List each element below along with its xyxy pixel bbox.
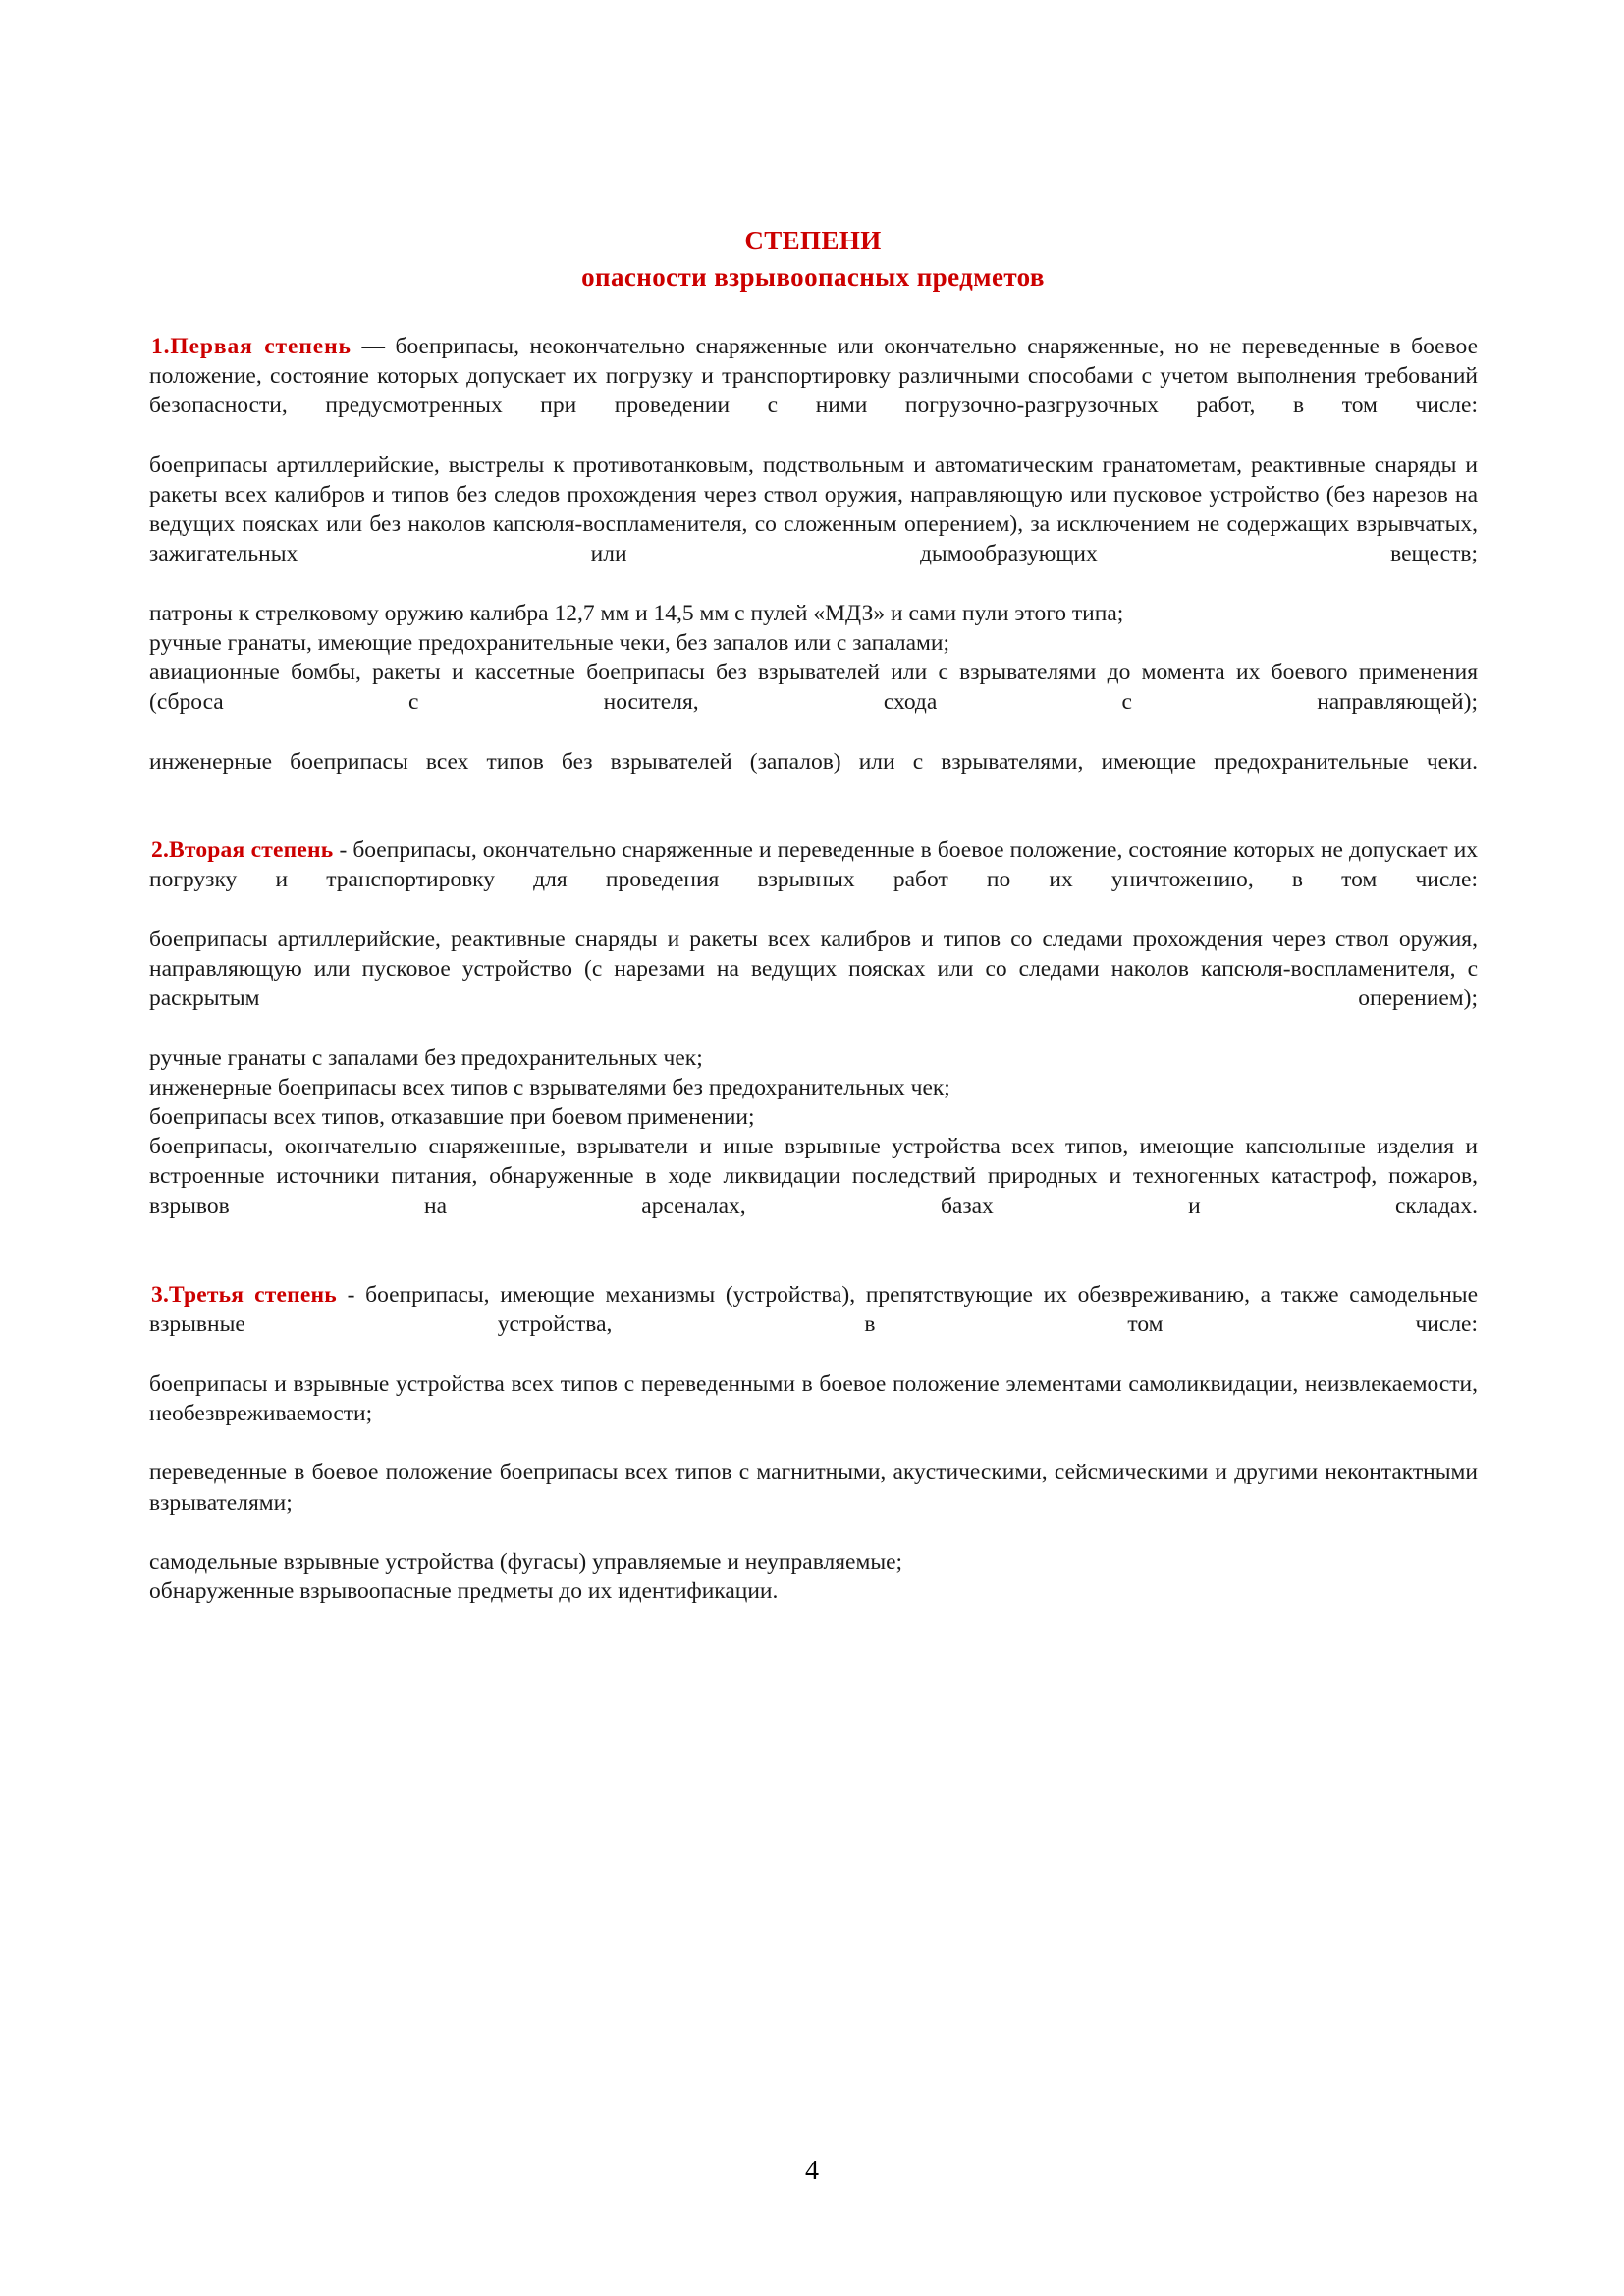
section-3-item-4: обнаруженные взрывоопасные предметы до их идентификации. xyxy=(149,1578,779,1605)
section-1-item-4: авиационные бомбы, ракеты и кассетные боеприпасы без взрывателей или с взрывателями до момента их боевого применения (сброса с носителя, схода с направляющей); xyxy=(149,660,1478,716)
page-title-line-2: опасности взрывоопасных предметов xyxy=(581,261,1045,292)
page-number: 4 xyxy=(805,2156,819,2186)
section-3-item-1: боеприпасы и взрывные устройства всех типов с переведенными в боевое положение элементами самоликвидации, неизвлекаемости, необезвреживаемости; xyxy=(149,1370,1478,1426)
section-second-degree xyxy=(149,835,1478,1251)
section-3-label: 3.Третья степень xyxy=(151,1282,337,1308)
section-2-lead-paragraph xyxy=(149,835,1478,925)
section-2-lead-text: боеприпасы, окончательно снаряженные и переведенные в боевое положение, состояние которых не допускает их погрузку и транспортировку для проведения взрывных работ по их уничтожению, в том числе: xyxy=(149,837,1479,893)
section-3-item-3: самодельные взрывные устройства (фугасы) управляемые и неуправляемые; xyxy=(149,1548,903,1575)
section-1-item-3: ручные гранаты, имеющие предохранительные чеки, без запалов или с запалами; xyxy=(149,630,949,657)
page-title-line-1: СТЕПЕНИ xyxy=(744,226,882,255)
section-first-degree xyxy=(149,332,1478,806)
section-1-separator: — xyxy=(351,334,396,359)
section-2-item-4: боеприпасы всех типов, отказавшие при боевом применении; xyxy=(149,1104,755,1131)
section-1-lead-text: боеприпасы, неокончательно снаряженные или окончательно снаряженные, но не переведенные в боевое положение, состояние которых допускает их погрузку и транспортировку различными способами с учетом выполнения требований безопасности, предусмотренных при проведении с ними погрузочно-разгрузочных работ, в том числе: xyxy=(149,334,1478,419)
section-2-item-3: инженерные боеприпасы всех типов с взрывателями без предохранительных чек; xyxy=(149,1074,950,1100)
section-2-separator: - xyxy=(333,837,353,864)
section-1-item-1: боеприпасы артиллерийские, выстрелы к противотанковым, подствольным и автоматическим гранатометам, реактивные снаряды и ракеты всех калибров и типов без следов прохождения через ствол оружия, направляющую или пусковое устройство (без нарезов на ведущих поясках или без наколов капсюля-воспламенителя, со сложенным оперением), за исключением не содержащих взрывчатых, зажигательных или дымообразующих веществ; xyxy=(149,452,1478,567)
section-2-label: 2.Вторая степень xyxy=(151,837,334,864)
section-1-lead-paragraph xyxy=(149,332,1478,451)
section-2-item-2: ручные гранаты с запалами без предохранительных чек; xyxy=(149,1044,703,1071)
section-3-item-2: переведенные в боевое положение боеприпасы всех типов с магнитными, акустическими, сейсмическими и другими неконтактными взрывателями; xyxy=(149,1460,1478,1516)
section-2-item-1: боеприпасы артиллерийские, реактивные снаряды и ракеты всех калибров и типов со следами прохождения через ствол оружия, направляющую или пусковое устройство (с нарезами на ведущих поясках или со следами наколов капсюля-воспламенителя, с раскрытым оперением); xyxy=(149,926,1478,1012)
section-3-lead-paragraph xyxy=(149,1280,1478,1369)
section-1-label: 1.Первая степень xyxy=(151,334,352,359)
section-2-item-5: боеприпасы, окончательно снаряженные, взрыватели и иные взрывные устройства всех типов, имеющие капсюльные изделия и встроенные источники питания, обнаруженные в ходе ликвидации последствий природных и техногенных катастроф, пожаров, взрывов на арсеналах, базах и складах. xyxy=(149,1134,1478,1219)
document-body xyxy=(149,332,1478,1606)
document-title xyxy=(149,224,1477,294)
section-3-separator: - xyxy=(336,1282,366,1308)
section-1-item-2: патроны к стрелковому оружию калибра 12,7 мм и 14,5 мм с пулей «МДЗ» и сами пули этого типа; xyxy=(149,600,1124,626)
section-3-lead-text: боеприпасы, имеющие механизмы (устройства), препятствующие их обезвреживанию, а также самодельные взрывные устройства, в том числе: xyxy=(149,1282,1479,1338)
section-third-degree xyxy=(149,1280,1478,1606)
section-1-item-5: инженерные боеприпасы всех типов без взрывателей (запалов) или с взрывателями, имеющие предохранительные чеки. xyxy=(149,748,1478,774)
